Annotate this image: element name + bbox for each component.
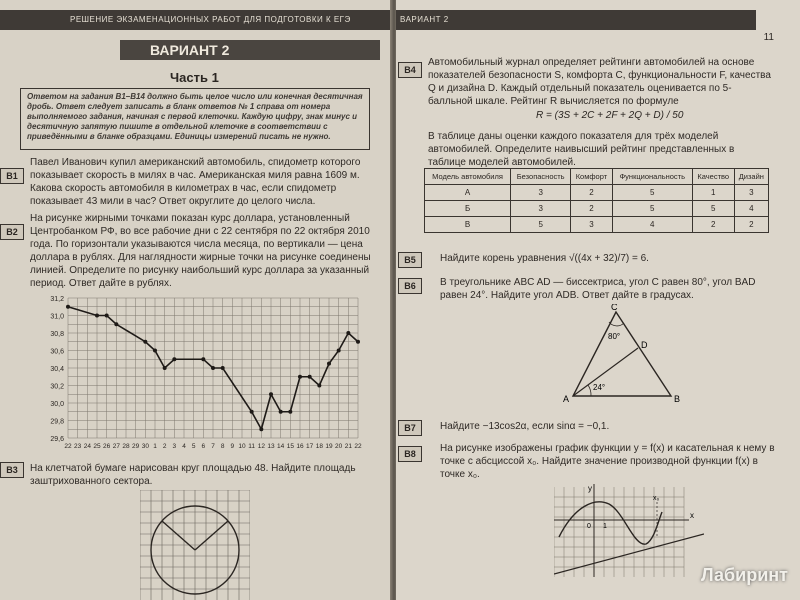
x-tick-label: 27 [112,443,120,450]
right-running-header: ВАРИАНТ 2 [396,10,756,30]
ratings-table [424,168,769,233]
y-tick-label: 30,2 [50,383,64,391]
angle-a-label: 24° [593,383,606,392]
x-tick-label: 11 [248,443,256,450]
data-point [259,427,263,431]
x-tick-label: 8 [220,443,225,450]
table-header-cell: Функциональность [612,169,692,185]
table-cell: 4 [612,217,692,233]
y-tick-label: 31,2 [50,296,64,303]
x-tick-label: 14 [277,443,285,450]
task-b2-text: На рисунке жирными точками показан курс доллара, установленный Центробанком РФ, во все рабочие дни с 22 сентября по 22 октября 2010 года. По горизонтали указываются числа месяца, по вертикали — цена доллара в рублях. Для наглядности жирные точки на рисунке соединены линией. Определите по рисунку наибольший курс доллара за указанный период. Ответ дайте в рублях. [30,213,371,289]
task-b5-label: В5 [398,252,422,268]
graph-one-label: 1 [603,523,607,530]
task-b5-text: Найдите корень уравнения √((4x + 32)/7) = 6. [440,253,649,264]
table-row [425,185,769,201]
task-b3-text: На клетчатой бумаге нарисован круг площадью 48. Найдите площадь заштрихованного сектора. [30,463,356,487]
table-cell: 5 [511,217,571,233]
x-tick-label: 19 [325,443,333,450]
y-tick-label: 30,4 [50,366,64,373]
data-point [356,340,360,344]
task-b1-text: Павел Иванович купил американский автомобиль, спидометр которого показывает скорость в милях в час. Американская миля равна 1609 м. Какова скорость автомобиля в километрах в час, если спидометр показывает 43 мили в час? Ответ округлите до целого числа. [30,157,361,207]
data-point [163,366,167,370]
vertex-c-label: C [611,304,618,312]
y-tick-label: 30,8 [50,331,64,338]
left-running-header: РЕШЕНИЕ ЭКЗАМЕНАЦИОННЫХ РАБОТ ДЛЯ ПОДГОТОВКИ К ЕГЭ [0,10,392,30]
task-b2-label: В2 [0,224,24,240]
task-b6-text: В треугольнике ABC AD — биссектриса, угол C равен 80°, угол BAD равен 24°. Найдите угол ADB. Ответ дайте в градусах. [440,277,756,301]
graph-y-label: y [588,484,592,493]
y-tick-label: 30,6 [50,348,64,356]
function-graph-figure [554,482,704,577]
data-point [250,410,254,414]
x-tick-label: 13 [267,443,275,450]
task-b8-text: На рисунке изображены график функции y = f(x) и касательная к нему в точке с абсциссой x₀. Найдите значение производной функции f(x) в точке x₀. [440,443,775,480]
x-tick-label: 4 [182,443,186,450]
x-tick-label: 23 [74,443,82,450]
table-cell: 1 [692,185,734,201]
variant-title: ВАРИАНТ 2 [120,40,380,60]
table-cell: 3 [571,217,612,233]
data-point [221,366,225,370]
x-tick-label: 24 [83,443,91,450]
task-b3-label: В3 [0,462,24,478]
x-tick-label: 18 [315,443,323,450]
x-tick-label: 17 [306,443,314,450]
instruction-box: Ответом на задания В1–В14 должно быть целое число или конечная десятичная дробь. Ответ следует записать в бланк ответов № 1 справа от номера выполняемого задания, начиная с первой клеточки. Каждую цифру, знак минус и десятичную запятую пишите в отдельной клеточке в соответствии с приведёнными в бланке образцами. Единицы измерений писать не нужно. [20,88,370,150]
data-point [288,410,292,414]
graph-x-label: x [690,511,694,520]
table-row [425,217,769,233]
y-tick-label: 31,0 [50,313,64,321]
x-tick-label: 21 [344,443,352,450]
task-b7-label: В7 [398,420,422,436]
table-cell: 4 [734,201,768,217]
table-cell: А [425,185,511,201]
data-point [172,357,176,361]
x-tick-label: 30 [141,443,149,450]
x-tick-label: 26 [103,443,111,450]
table-cell: 2 [734,217,768,233]
x-tick-label: 22 [354,443,362,450]
data-point [66,305,70,309]
table-cell: 3 [511,201,571,217]
x-tick-label: 28 [122,443,130,450]
table-cell: 2 [571,185,612,201]
table-cell: Б [425,201,511,217]
right-page [396,0,800,600]
triangle-figure [561,304,701,404]
usd-rate-chart [30,290,390,460]
page-number: 11 [763,32,774,43]
data-point [337,349,341,353]
graph-x0-label: x₀ [653,495,660,502]
table-header-cell: Модель автомобиля [425,169,511,185]
vertex-a-label: A [563,394,570,404]
x-tick-label: 25 [93,443,101,450]
graph-zero-label: 0 [587,523,591,530]
x-tick-label: 5 [191,443,196,450]
data-point [114,322,118,326]
table-header-cell: Комфорт [571,169,612,185]
rating-formula: R = (3S + 2C + 2F + 2Q + D) / 50 [536,110,684,121]
circle-sector-figure [140,490,250,600]
x-tick-label: 1 [153,443,157,450]
data-point [317,384,321,388]
table-header-cell: Безопасность [511,169,571,185]
y-tick-label: 29,8 [50,418,64,426]
x-tick-label: 3 [172,443,177,450]
task-b6-label: В6 [398,278,422,294]
table-cell: 3 [511,185,571,201]
task-b1-label: В1 [0,168,24,184]
task-b4-label: В4 [398,62,422,78]
x-tick-label: 6 [201,443,206,450]
vertex-b-label: B [674,394,681,404]
task-b4-text2: В таблице даны оценки каждого показателя для трёх моделей автомобилей. Определите наивысший рейтинг представленных в таблице моделей автомобилей. [428,131,735,168]
x-tick-label: 22 [64,443,72,450]
table-cell: 3 [734,185,768,201]
y-tick-label: 29,6 [50,436,64,443]
x-tick-label: 12 [257,443,265,450]
table-row [425,201,769,217]
task-b8-label: В8 [398,446,422,462]
data-point [201,357,205,361]
table-cell: В [425,217,511,233]
table-header-row [425,169,769,185]
table-cell: 2 [571,201,612,217]
data-point [298,375,302,379]
data-point [211,366,215,370]
data-point [143,340,147,344]
left-page [0,0,392,600]
data-point [346,331,350,335]
data-point [105,314,109,318]
table-header-cell: Дизайн [734,169,768,185]
x-tick-label: 2 [162,443,167,450]
x-tick-label: 16 [296,443,304,450]
x-tick-label: 9 [230,443,235,450]
table-cell: 5 [612,185,692,201]
task-b4-text: Автомобильный журнал определяет рейтинги автомобилей на основе показателей безопасности S, комфорта C, функциональности F, качества Q и дизайна D. Каждый отдельный показатель оценивается по 5-балльной шкале. Рейтинг R вычисляется по формуле [428,57,771,107]
point-d-label: D [641,340,648,350]
data-point [95,314,99,318]
data-point [327,362,331,366]
x-tick-label: 29 [132,443,140,450]
x-tick-label: 10 [238,443,246,450]
task-b7-text: Найдите −13cos2α, если sinα = −0,1. [440,421,610,432]
table-cell: 5 [612,201,692,217]
table-cell: 5 [692,201,734,217]
data-point [269,392,273,396]
angle-c-label: 80° [608,332,621,341]
data-point [308,375,312,379]
table-header-cell: Качество [692,169,734,185]
x-tick-label: 15 [286,443,294,450]
part-title: Часть 1 [170,70,219,85]
y-tick-label: 30,0 [50,401,64,408]
x-tick-label: 7 [211,443,215,450]
x-tick-label: 20 [335,443,343,450]
table-cell: 2 [692,217,734,233]
watermark: Лабиринт [700,565,788,585]
data-point [153,349,157,353]
data-point [279,410,283,414]
